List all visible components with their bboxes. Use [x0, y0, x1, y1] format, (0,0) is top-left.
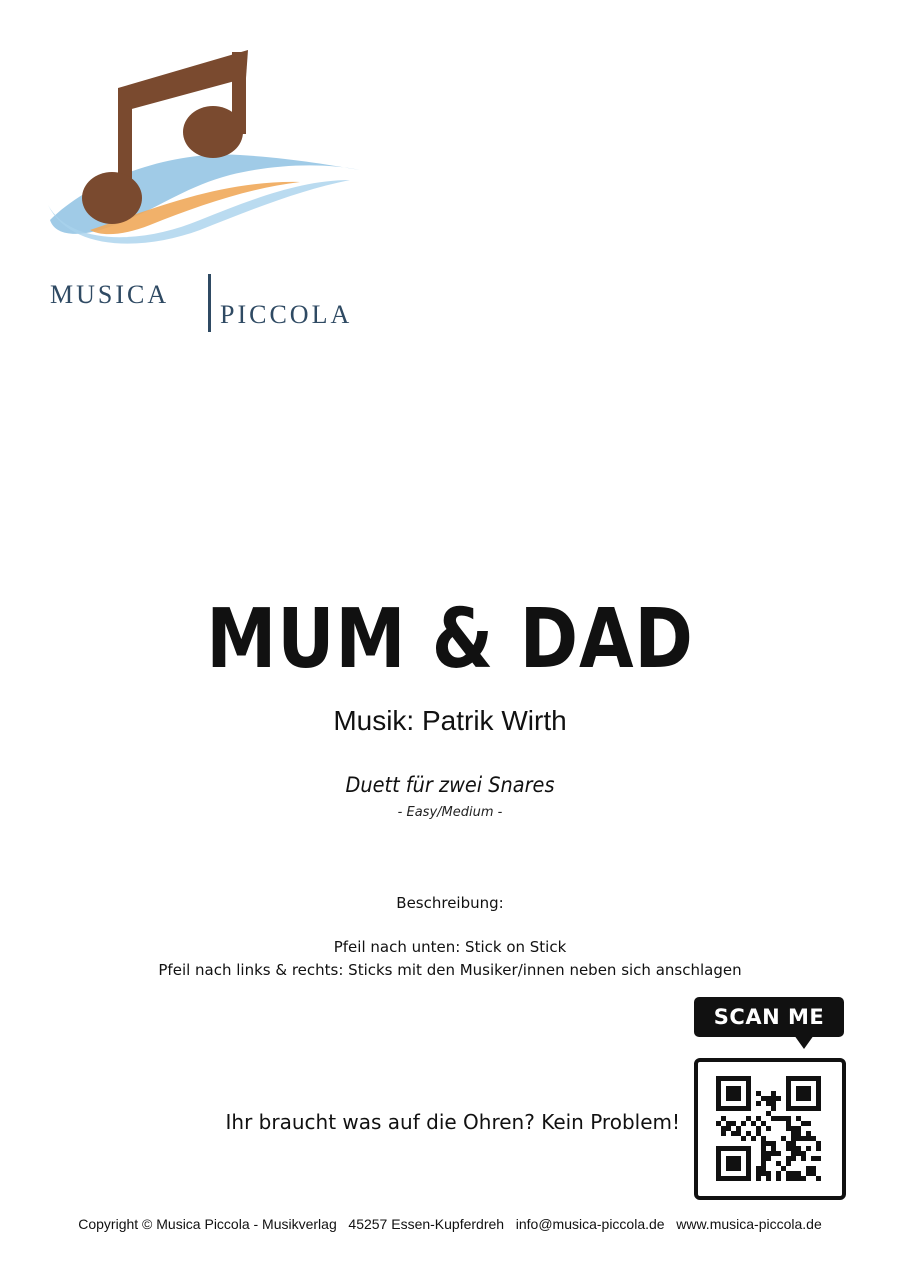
qr-module	[746, 1096, 751, 1101]
qr-module	[806, 1136, 811, 1141]
qr-module	[806, 1106, 811, 1111]
qr-module	[786, 1116, 791, 1121]
qr-module	[811, 1156, 816, 1161]
qr-module	[731, 1096, 736, 1101]
qr-module	[816, 1176, 821, 1181]
qr-module	[811, 1171, 816, 1176]
qr-module	[786, 1091, 791, 1096]
qr-module	[741, 1076, 746, 1081]
qr-module	[786, 1096, 791, 1101]
qr-module	[746, 1171, 751, 1176]
qr-module	[716, 1076, 721, 1081]
qr-module	[786, 1081, 791, 1086]
qr-module	[726, 1176, 731, 1181]
qr-module	[796, 1171, 801, 1176]
qr-module	[746, 1151, 751, 1156]
qr-module	[766, 1176, 771, 1181]
scan-pointer-icon	[794, 1035, 814, 1049]
qr-module	[716, 1161, 721, 1166]
qr-module	[716, 1151, 721, 1156]
qr-module	[786, 1161, 791, 1166]
scan-me-label: SCAN ME	[694, 997, 844, 1037]
qr-module	[726, 1106, 731, 1111]
logo-divider	[208, 274, 211, 332]
qr-module	[721, 1076, 726, 1081]
qr-module	[756, 1116, 761, 1121]
qr-module	[751, 1121, 756, 1126]
qr-module	[726, 1126, 731, 1131]
qr-module	[736, 1126, 741, 1131]
qr-module	[761, 1121, 766, 1126]
qr-module	[786, 1146, 791, 1151]
qr-module	[741, 1176, 746, 1181]
qr-module	[796, 1086, 801, 1091]
qr-module	[791, 1156, 796, 1161]
qr-module	[766, 1096, 771, 1101]
qr-module	[736, 1176, 741, 1181]
qr-module	[806, 1076, 811, 1081]
qr-module	[816, 1091, 821, 1096]
qr-module	[771, 1106, 776, 1111]
qr-module	[721, 1106, 726, 1111]
qr-module	[716, 1086, 721, 1091]
qr-module	[761, 1096, 766, 1101]
qr-module	[716, 1166, 721, 1171]
qr-module	[746, 1161, 751, 1166]
qr-module	[731, 1176, 736, 1181]
qr-module	[771, 1096, 776, 1101]
qr-module	[791, 1176, 796, 1181]
qr-module	[716, 1101, 721, 1106]
description-line: Pfeil nach links & rechts: Sticks mit den Musiker/innen neben sich anschlagen	[158, 961, 742, 979]
qr-module	[791, 1131, 796, 1136]
qr-module	[761, 1136, 766, 1141]
qr-module	[791, 1076, 796, 1081]
qr-module	[781, 1166, 786, 1171]
qr-module	[716, 1096, 721, 1101]
qr-module	[786, 1101, 791, 1106]
qr-module	[806, 1166, 811, 1171]
qr-module	[776, 1176, 781, 1181]
qr-module	[756, 1126, 761, 1131]
qr-module	[716, 1146, 721, 1151]
qr-module	[756, 1176, 761, 1181]
qr-module	[731, 1131, 736, 1136]
qr-module	[736, 1166, 741, 1171]
qr-module	[736, 1091, 741, 1096]
qr-module	[736, 1086, 741, 1091]
qr-module	[761, 1166, 766, 1171]
qr-module	[806, 1146, 811, 1151]
description-heading: Beschreibung:	[396, 894, 504, 912]
qr-module	[731, 1121, 736, 1126]
qr-module	[756, 1171, 761, 1176]
qr-module	[766, 1141, 771, 1146]
qr-module	[796, 1176, 801, 1181]
qr-module	[796, 1106, 801, 1111]
composer-line: Musik: Patrik Wirth	[333, 705, 567, 736]
qr-module	[716, 1081, 721, 1086]
qr-module	[726, 1096, 731, 1101]
qr-module	[791, 1151, 796, 1156]
qr-module	[806, 1086, 811, 1091]
qr-module	[731, 1086, 736, 1091]
qr-module	[726, 1156, 731, 1161]
qr-module	[801, 1176, 806, 1181]
qr-module	[806, 1096, 811, 1101]
logo-text-piccola: PICCOLA	[220, 300, 353, 329]
qr-module	[771, 1091, 776, 1096]
qr-module	[726, 1121, 731, 1126]
qr-module	[746, 1101, 751, 1106]
qr-module	[786, 1141, 791, 1146]
qr-module	[801, 1121, 806, 1126]
qr-module	[766, 1111, 771, 1116]
music-note-icon	[30, 30, 390, 270]
qr-module	[746, 1156, 751, 1161]
qr-module	[786, 1126, 791, 1131]
difficulty-label: - Easy/Medium -	[397, 805, 503, 820]
qr-module	[776, 1116, 781, 1121]
qr-module	[741, 1146, 746, 1151]
musica-piccola-logo	[30, 30, 390, 350]
qr-module	[716, 1091, 721, 1096]
qr-module	[776, 1096, 781, 1101]
qr-module	[786, 1156, 791, 1161]
qr-module	[736, 1076, 741, 1081]
qr-module	[726, 1146, 731, 1151]
qr-module	[801, 1096, 806, 1101]
qr-module	[761, 1161, 766, 1166]
qr-module	[731, 1146, 736, 1151]
qr-module	[731, 1106, 736, 1111]
qr-module	[796, 1091, 801, 1096]
qr-module	[726, 1076, 731, 1081]
qr-module	[816, 1096, 821, 1101]
qr-module	[796, 1131, 801, 1136]
qr-module	[781, 1136, 786, 1141]
qr-module	[746, 1106, 751, 1111]
qr-module	[731, 1076, 736, 1081]
qr-module	[736, 1161, 741, 1166]
qr-module	[776, 1151, 781, 1156]
qr-module	[756, 1166, 761, 1171]
qr-module	[731, 1156, 736, 1161]
qr-module	[756, 1091, 761, 1096]
qr-module	[761, 1146, 766, 1151]
qr-module	[746, 1086, 751, 1091]
qr-module	[796, 1096, 801, 1101]
qr-module	[801, 1136, 806, 1141]
qr-module	[811, 1076, 816, 1081]
qr-module	[746, 1076, 751, 1081]
qr-module	[716, 1156, 721, 1161]
qr-module	[726, 1161, 731, 1166]
qr-module	[786, 1076, 791, 1081]
qr-module	[721, 1146, 726, 1151]
qr-module	[771, 1141, 776, 1146]
qr-module	[796, 1146, 801, 1151]
qr-module	[756, 1131, 761, 1136]
qr-module	[816, 1076, 821, 1081]
qr-module	[816, 1156, 821, 1161]
qr-module	[716, 1106, 721, 1111]
qr-module	[771, 1116, 776, 1121]
qr-module	[761, 1141, 766, 1146]
qr-module	[791, 1106, 796, 1111]
qr-module	[766, 1126, 771, 1131]
qr-module	[786, 1171, 791, 1176]
qr-module	[786, 1121, 791, 1126]
qr-module	[776, 1161, 781, 1166]
qr-module	[721, 1116, 726, 1121]
qr-module	[716, 1171, 721, 1176]
description-line: Pfeil nach unten: Stick on Stick	[333, 938, 567, 956]
qr-module	[741, 1121, 746, 1126]
qr-module	[816, 1141, 821, 1146]
qr-module	[766, 1171, 771, 1176]
qr-module	[716, 1176, 721, 1181]
qr-module	[796, 1076, 801, 1081]
qr-module	[796, 1151, 801, 1156]
qr-module	[776, 1171, 781, 1176]
qr-module	[746, 1116, 751, 1121]
qr-module	[746, 1131, 751, 1136]
qr-module	[721, 1126, 726, 1131]
qr-module	[761, 1156, 766, 1161]
page-title: MUM & DAD	[206, 592, 694, 687]
qr-module	[791, 1126, 796, 1131]
qr-module	[751, 1136, 756, 1141]
qr-module	[736, 1146, 741, 1151]
qr-module	[816, 1146, 821, 1151]
qr-module	[721, 1176, 726, 1181]
qr-module	[811, 1166, 816, 1171]
qr-module	[806, 1131, 811, 1136]
qr-module	[796, 1126, 801, 1131]
qr-module	[801, 1151, 806, 1156]
qr-module	[796, 1136, 801, 1141]
qr-module	[791, 1141, 796, 1146]
qr-module	[801, 1091, 806, 1096]
qr-module	[816, 1086, 821, 1091]
qr-module	[746, 1176, 751, 1181]
qr-module	[761, 1151, 766, 1156]
qr-module	[721, 1131, 726, 1136]
qr-module	[746, 1146, 751, 1151]
qr-module	[786, 1106, 791, 1111]
qr-module	[781, 1116, 786, 1121]
qr-module	[736, 1131, 741, 1136]
qr-module	[816, 1101, 821, 1106]
qr-module	[746, 1166, 751, 1171]
qr-module	[786, 1176, 791, 1181]
qr-module	[731, 1166, 736, 1171]
qr-module	[726, 1166, 731, 1171]
qr-module	[766, 1151, 771, 1156]
qr-module	[736, 1106, 741, 1111]
qr-module	[791, 1171, 796, 1176]
qr-module	[796, 1116, 801, 1121]
qr-module	[746, 1081, 751, 1086]
qr-module	[816, 1081, 821, 1086]
qr-module	[756, 1101, 761, 1106]
qr-module	[741, 1136, 746, 1141]
qr-module	[806, 1091, 811, 1096]
qr-code-icon[interactable]	[716, 1076, 824, 1182]
qr-module	[801, 1106, 806, 1111]
logo-text-musica: MUSICA	[50, 280, 170, 309]
qr-module	[736, 1156, 741, 1161]
qr-module	[741, 1106, 746, 1111]
qr-module	[731, 1161, 736, 1166]
qr-module	[791, 1146, 796, 1151]
qr-module	[806, 1121, 811, 1126]
qr-module	[736, 1096, 741, 1101]
qr-module	[771, 1151, 776, 1156]
qr-module	[771, 1101, 776, 1106]
logo-wordmark	[40, 270, 380, 340]
qr-module	[746, 1091, 751, 1096]
qr-module	[791, 1136, 796, 1141]
instrumentation-subtitle: Duett für zwei Snares	[345, 773, 555, 797]
qr-module	[716, 1121, 721, 1126]
qr-module	[806, 1171, 811, 1176]
qr-module	[811, 1106, 816, 1111]
qr-code-frame[interactable]	[694, 1058, 846, 1200]
qr-module	[726, 1091, 731, 1096]
qr-module	[731, 1091, 736, 1096]
qr-module	[726, 1086, 731, 1091]
qr-module	[761, 1171, 766, 1176]
footer-copyright: Copyright © Musica Piccola - Musikverlag 45257 Essen-Kupferdreh info@musica-piccola.de www.musica-piccola.de	[78, 1216, 822, 1232]
qr-module	[816, 1106, 821, 1111]
qr-module	[801, 1156, 806, 1161]
qr-module	[786, 1086, 791, 1091]
qr-module	[766, 1156, 771, 1161]
qr-module	[811, 1136, 816, 1141]
qr-module	[771, 1146, 776, 1151]
qr-module	[801, 1076, 806, 1081]
qr-module	[801, 1086, 806, 1091]
qr-module	[766, 1101, 771, 1106]
promo-text: Ihr braucht was auf die Ohren? Kein Problem!	[225, 1110, 680, 1134]
